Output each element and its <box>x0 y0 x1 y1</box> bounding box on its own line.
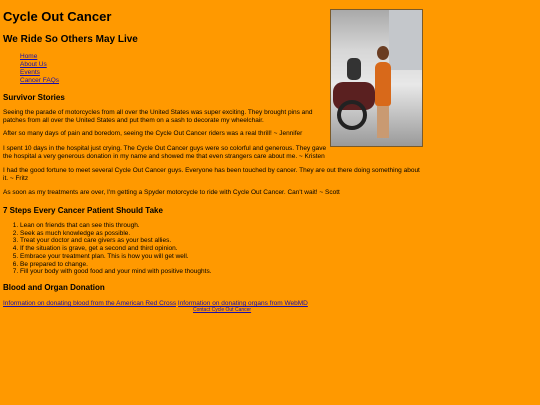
tips-list <box>11 222 212 276</box>
nav-link-about[interactable]: About Us <box>20 61 47 68</box>
nav-item-faqs <box>20 77 59 85</box>
site-tagline: We Ride So Others May Live <box>3 34 138 45</box>
story-paragraph: Seeing the parade of motorcycles from all over the United States was super exciting. They brought pins and patches from all over the United States and put them on a sash to decorate my wheelchair. <box>3 109 313 124</box>
nav-item-about <box>20 61 59 69</box>
nav-link-events[interactable]: Events <box>20 69 40 76</box>
donation-links <box>3 300 308 307</box>
list-item: 7. Fill your body with good food and your mind with positive thoughts. <box>20 268 212 276</box>
site-title: Cycle Out Cancer <box>3 9 112 24</box>
nav-link-faqs[interactable]: Cancer FAQs <box>20 77 60 84</box>
list-item: 1. Lean on friends that can see this through. <box>20 222 212 230</box>
tips-heading: 7 Steps Every Cancer Patient Should Take <box>3 206 163 215</box>
photo-person-legs <box>377 106 389 138</box>
photo-person-head <box>377 46 389 60</box>
nav-item-events <box>20 69 59 77</box>
list-item: 6. Be prepared to change. <box>20 261 212 269</box>
story-paragraph: I spent 10 days in the hospital just crying. The Cycle Out Cancer guys were so colorful and generous. They gave the hospital a very generous donation in my name and showed me that even strangers care about me. ~ Kristen <box>3 145 327 160</box>
photo-building <box>389 10 422 70</box>
webmd-link[interactable]: Information on donating organs from WebMD <box>177 300 308 307</box>
story-paragraph: I had the good fortune to meet several Cycle Out Cancer guys. Everyone has been touched by cancer. They are out there doing something about it. ~ Fritz <box>3 167 420 182</box>
donation-heading: Blood and Organ Donation <box>3 283 105 292</box>
nav-item-home <box>20 53 59 61</box>
main-nav <box>20 53 59 85</box>
list-item: 4. If the situation is grave, get a second and third opinion. <box>20 245 212 253</box>
story-paragraph: After so many days of pain and boredom, seeing the Cycle Out Cancer riders was a real thrill! ~ Jennifer <box>3 130 303 137</box>
photo-person-dress <box>375 62 391 106</box>
nav-link-home[interactable]: Home <box>20 53 38 60</box>
list-item: 5. Embrace your treatment plan. This is how you will get well. <box>20 253 212 261</box>
list-item: 3. Treat your doctor and care givers as your best allies. <box>20 237 212 245</box>
stories-heading: Survivor Stories <box>3 93 65 102</box>
story-paragraph: As soon as my treatments are over, I'm getting a Spyder motorcycle to ride with Cycle Out Cancer. Can't wait! ~ Scott <box>3 189 340 196</box>
rider-photo <box>330 9 423 147</box>
contact-link[interactable]: Contact Cycle Out Cancer <box>193 307 252 313</box>
list-item: 2. Seek as much knowledge as possible. <box>20 230 212 238</box>
footer <box>193 307 251 313</box>
photo-wheel <box>337 100 367 130</box>
photo-rider <box>347 58 361 80</box>
red-cross-link[interactable]: Information on donating blood from the American Red Cross <box>3 300 177 307</box>
